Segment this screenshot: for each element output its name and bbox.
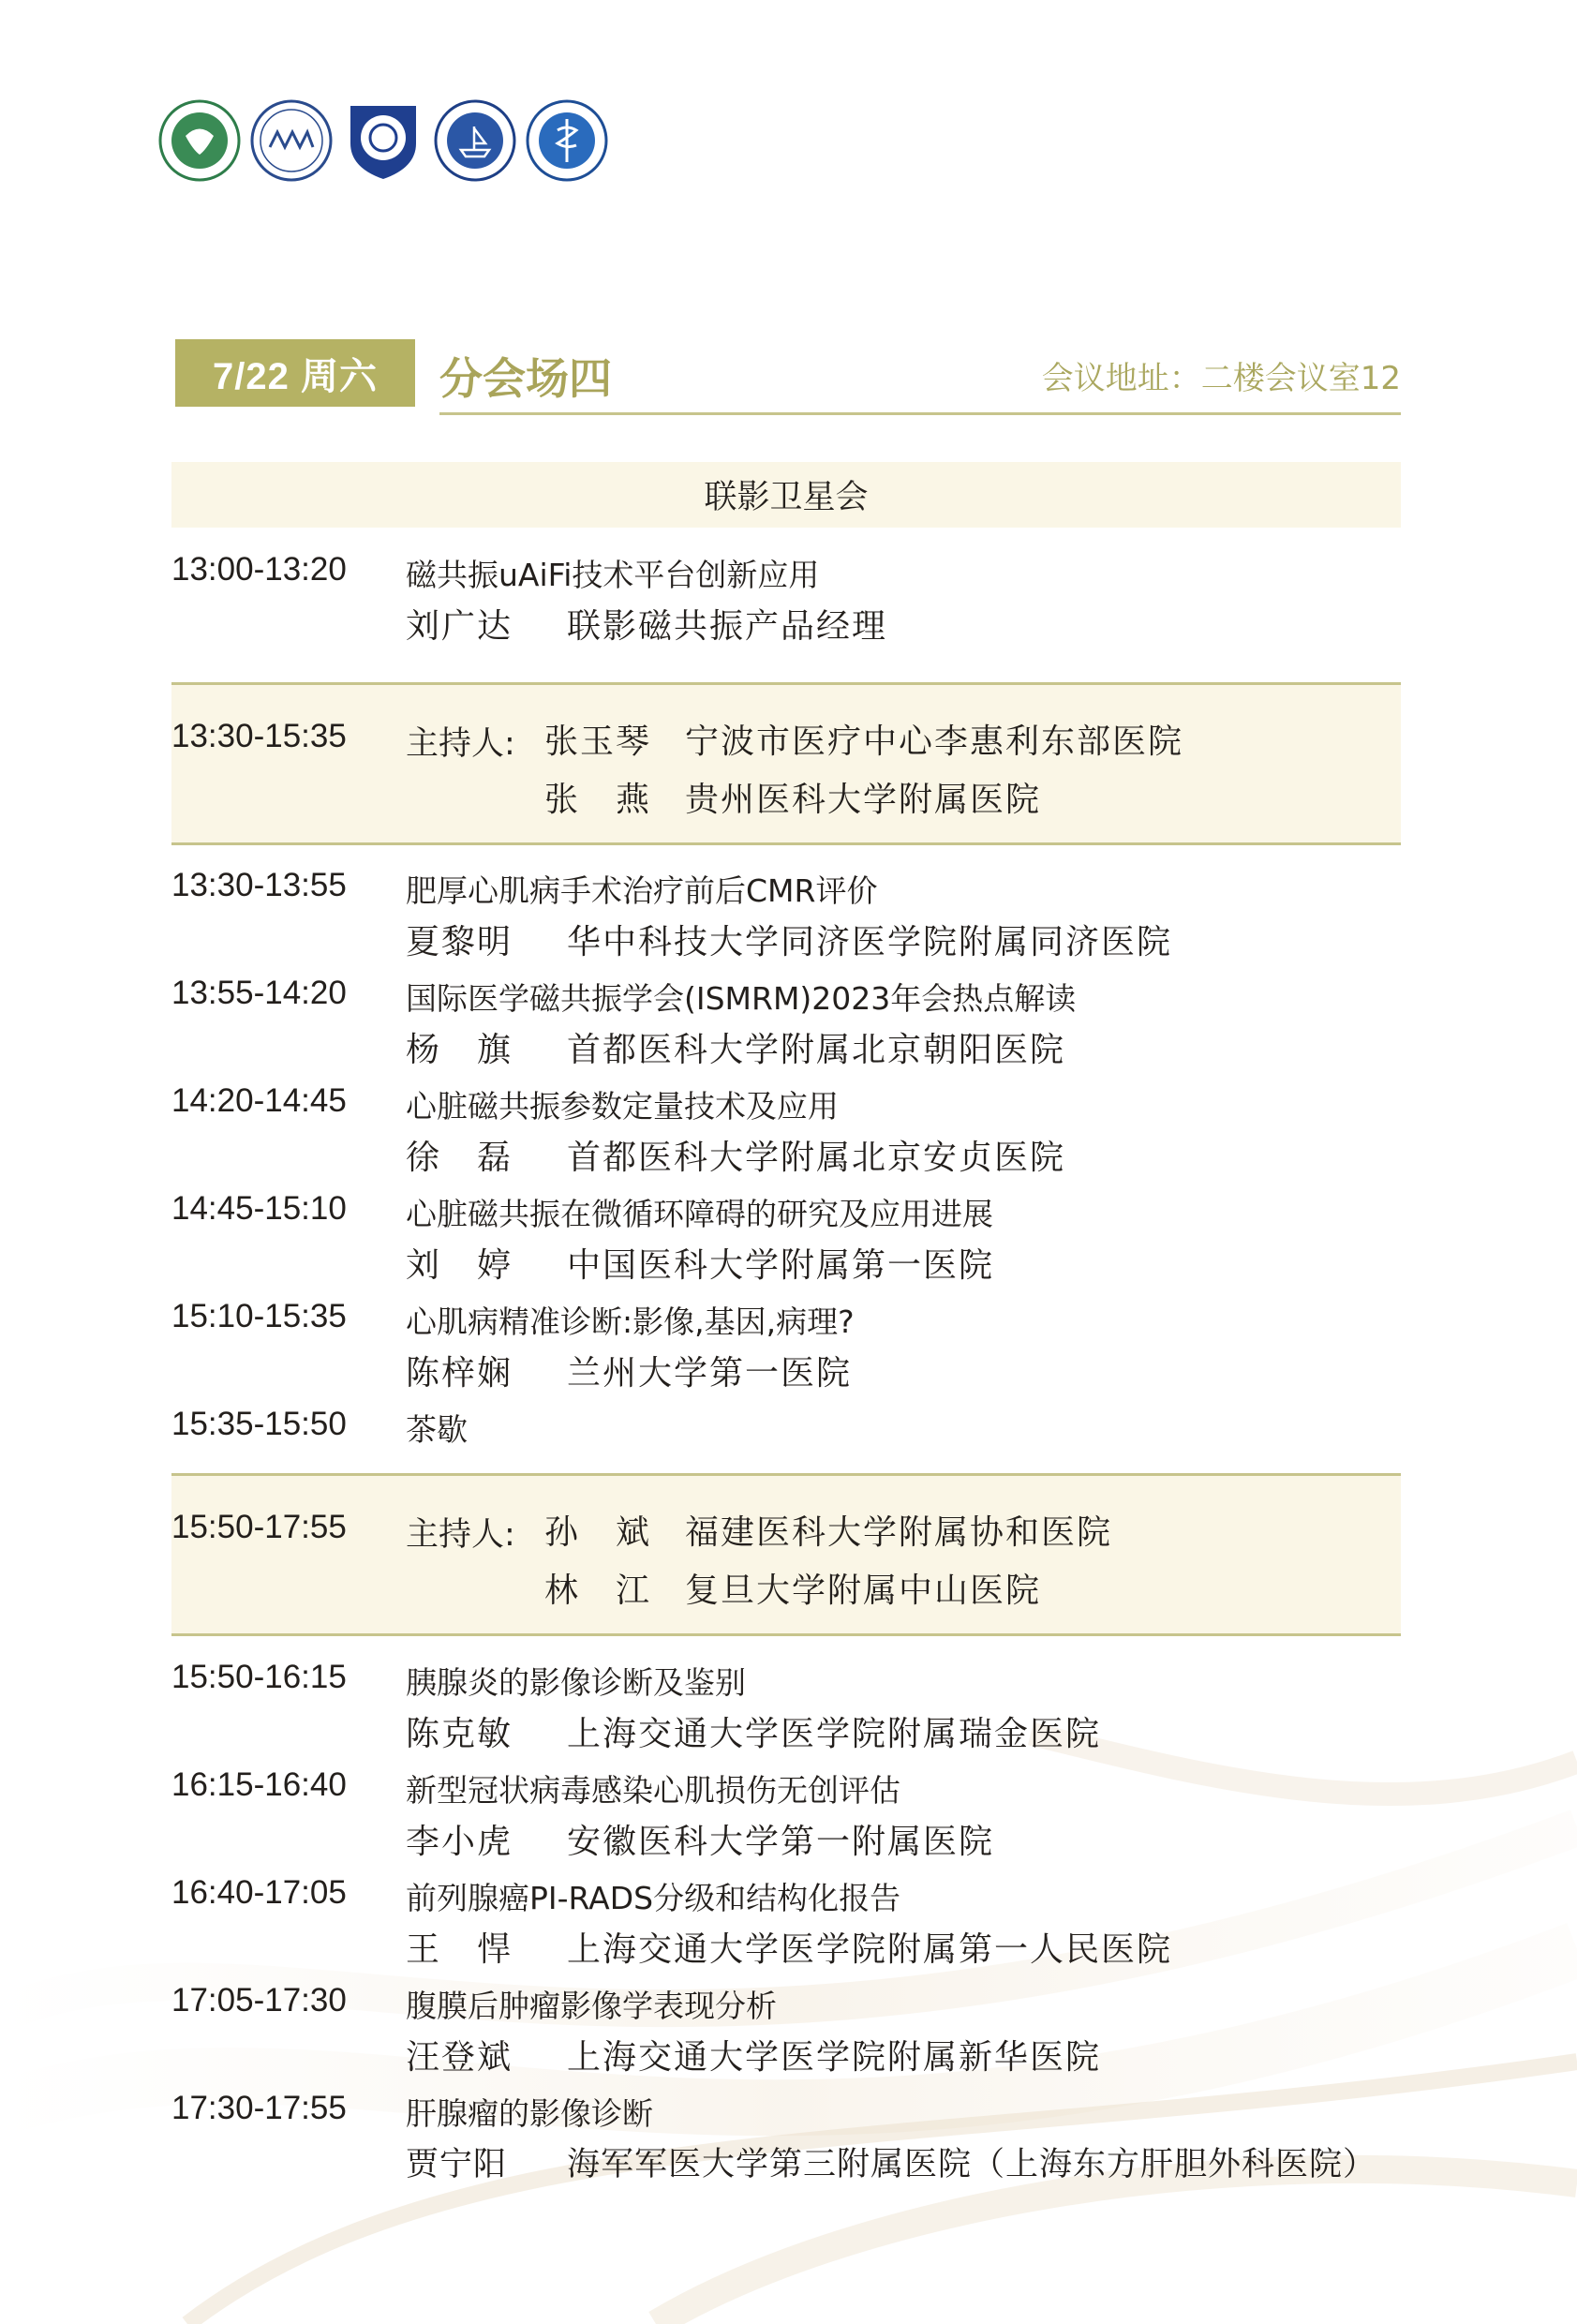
speaker-name: 刘广达 bbox=[406, 607, 513, 646]
time-slot: 17:30-17:55 bbox=[171, 2090, 347, 2126]
speaker-line bbox=[406, 2138, 1376, 2185]
schedule-row bbox=[171, 867, 1401, 970]
speaker-line bbox=[406, 916, 1172, 963]
speaker-affiliation: 上海交通大学医学院附属第一人民医院 bbox=[567, 1930, 1173, 1969]
talk-topic: 新型冠状病毒感染心肌损伤无创评估 bbox=[406, 1772, 900, 1809]
speaker-name: 徐 磊 bbox=[406, 1139, 513, 1177]
speaker-affiliation: 海军军医大学第三附属医院（上海东方肝胆外科医院） bbox=[567, 2146, 1377, 2183]
chair-name: 孙 斌 bbox=[544, 1513, 652, 1552]
speaker-name: 陈克敏 bbox=[406, 1715, 513, 1753]
chair-name: 张 燕 bbox=[544, 781, 652, 819]
talk-topic: 磁共振uAiFi技术平台创新应用 bbox=[406, 557, 820, 593]
talk-topic: 国际医学磁共振学会(ISMRM)2023年会热点解读 bbox=[406, 980, 1077, 1017]
speaker-name: 陈梓娴 bbox=[406, 1354, 513, 1393]
talk-topic: 胰腺炎的影像诊断及鉴别 bbox=[406, 1664, 746, 1701]
talk-topic: 腹膜后肿瘤影像学表现分析 bbox=[406, 1988, 777, 2024]
time-slot: 14:45-15:10 bbox=[171, 1190, 347, 1227]
time-slot: 14:20-14:45 bbox=[171, 1082, 347, 1119]
shield-logo bbox=[341, 98, 425, 183]
speaker-affiliation: 兰州大学第一医院 bbox=[567, 1354, 853, 1393]
chair-affiliation: 贵州医科大学附属医院 bbox=[685, 781, 1042, 819]
speaker-line bbox=[406, 1023, 1065, 1071]
chair-line bbox=[544, 1506, 1112, 1554]
talk-topic: 心肌病精准诊断:影像,基因,病理? bbox=[406, 1304, 855, 1340]
talk-topic: 肝腺瘤的影像诊断 bbox=[406, 2095, 653, 2132]
time-slot: 15:50-16:15 bbox=[171, 1659, 347, 1695]
speaker-name: 王 悍 bbox=[406, 1930, 513, 1969]
chair-name: 林 江 bbox=[544, 1572, 652, 1610]
speaker-line bbox=[406, 1347, 852, 1394]
chair-line bbox=[544, 715, 1183, 763]
chair-block bbox=[171, 1473, 1401, 1636]
speaker-affiliation: 中国医科大学附属第一医院 bbox=[567, 1246, 995, 1285]
speaker-line bbox=[406, 1131, 1065, 1179]
speaker-name: 李小虎 bbox=[406, 1823, 513, 1861]
talk-topic: 心脏磁共振参数定量技术及应用 bbox=[406, 1088, 839, 1125]
time-slot: 17:05-17:30 bbox=[171, 1982, 347, 2019]
speaker-affiliation: 上海交通大学医学院附属新华医院 bbox=[567, 2038, 1102, 2077]
speaker-line bbox=[406, 1815, 994, 1863]
speaker-name: 汪登斌 bbox=[406, 2038, 513, 2077]
speaker-affiliation: 首都医科大学附属北京安贞医院 bbox=[567, 1139, 1066, 1177]
time-slot: 16:40-17:05 bbox=[171, 1874, 347, 1911]
time-slot: 15:10-15:35 bbox=[171, 1298, 347, 1334]
chair-affiliation: 复旦大学附属中山医院 bbox=[685, 1572, 1042, 1610]
session-header bbox=[175, 339, 1401, 416]
date-badge: 7/22 周六 bbox=[175, 339, 415, 407]
time-slot: 15:35-15:50 bbox=[171, 1406, 347, 1442]
talk-topic: 心脏磁共振在微循环障碍的研究及应用进展 bbox=[406, 1196, 993, 1232]
schedule-row bbox=[171, 1874, 1401, 1977]
speaker-line bbox=[406, 1707, 1101, 1755]
renji-logo bbox=[249, 98, 334, 183]
chair-label: 主持人: bbox=[406, 725, 515, 763]
speaker-affiliation: 安徽医科大学第一附属医院 bbox=[567, 1823, 995, 1861]
talk-topic: 肥厚心肌病手术治疗前后CMR评价 bbox=[406, 872, 878, 909]
chair-name: 张玉琴 bbox=[544, 723, 652, 761]
speaker-line bbox=[406, 600, 887, 648]
speaker-name: 刘 婷 bbox=[406, 1246, 513, 1285]
time-slot: 13:30-13:55 bbox=[171, 867, 347, 903]
header-divider bbox=[439, 412, 1401, 415]
break-row bbox=[171, 1406, 1401, 1452]
schedule-row bbox=[171, 1659, 1401, 1762]
speaker-affiliation: 首都医科大学附属北京朝阳医院 bbox=[567, 1031, 1066, 1069]
chair-line bbox=[544, 1564, 1041, 1612]
schedule-row bbox=[171, 1082, 1401, 1185]
session-title: 分会场四 bbox=[439, 353, 612, 404]
schedule-row bbox=[171, 975, 1401, 1078]
time-slot: 13:30-15:35 bbox=[171, 718, 347, 754]
talk-topic: 前列腺癌PI-RADS分级和结构化报告 bbox=[406, 1880, 901, 1916]
speaker-name: 贾宁阳 bbox=[406, 2146, 508, 2183]
schedule-row bbox=[171, 1190, 1401, 1293]
time-slot: 15:50-17:55 bbox=[171, 1509, 347, 1545]
chair-affiliation: 宁波市医疗中心李惠利东部医院 bbox=[685, 723, 1184, 761]
speaker-line bbox=[406, 1923, 1172, 1971]
break-label: 茶歇 bbox=[406, 1411, 468, 1448]
schedule-row bbox=[171, 1766, 1401, 1870]
medical-logo bbox=[525, 98, 609, 183]
schedule-row bbox=[171, 2090, 1401, 2193]
speaker-line bbox=[406, 2031, 1101, 2078]
logo-strip bbox=[157, 98, 609, 183]
speaker-name: 夏黎明 bbox=[406, 923, 513, 961]
schedule-row bbox=[171, 551, 1401, 654]
time-slot: 13:55-14:20 bbox=[171, 975, 347, 1011]
schedule-row bbox=[171, 1982, 1401, 2085]
speaker-line bbox=[406, 1239, 994, 1287]
symposium-banner: 联影卫星会 bbox=[171, 462, 1401, 528]
chair-line bbox=[544, 773, 1041, 821]
speaker-affiliation: 上海交通大学医学院附属瑞金医院 bbox=[567, 1715, 1102, 1753]
time-slot: 13:00-13:20 bbox=[171, 551, 347, 588]
ship-logo bbox=[433, 98, 517, 183]
chair-affiliation: 福建医科大学附属协和医院 bbox=[685, 1513, 1113, 1552]
chair-block bbox=[171, 682, 1401, 845]
venue-label: 会议地址：二楼会议室12 bbox=[1041, 360, 1401, 397]
speaker-affiliation: 联影磁共振产品经理 bbox=[567, 607, 888, 646]
speaker-affiliation: 华中科技大学同济医学院附属同济医院 bbox=[567, 923, 1173, 961]
schedule-row bbox=[171, 1298, 1401, 1401]
cpam-logo bbox=[157, 98, 242, 183]
time-slot: 16:15-16:40 bbox=[171, 1766, 347, 1803]
chair-label: 主持人: bbox=[406, 1516, 515, 1554]
speaker-name: 杨 旗 bbox=[406, 1031, 513, 1069]
